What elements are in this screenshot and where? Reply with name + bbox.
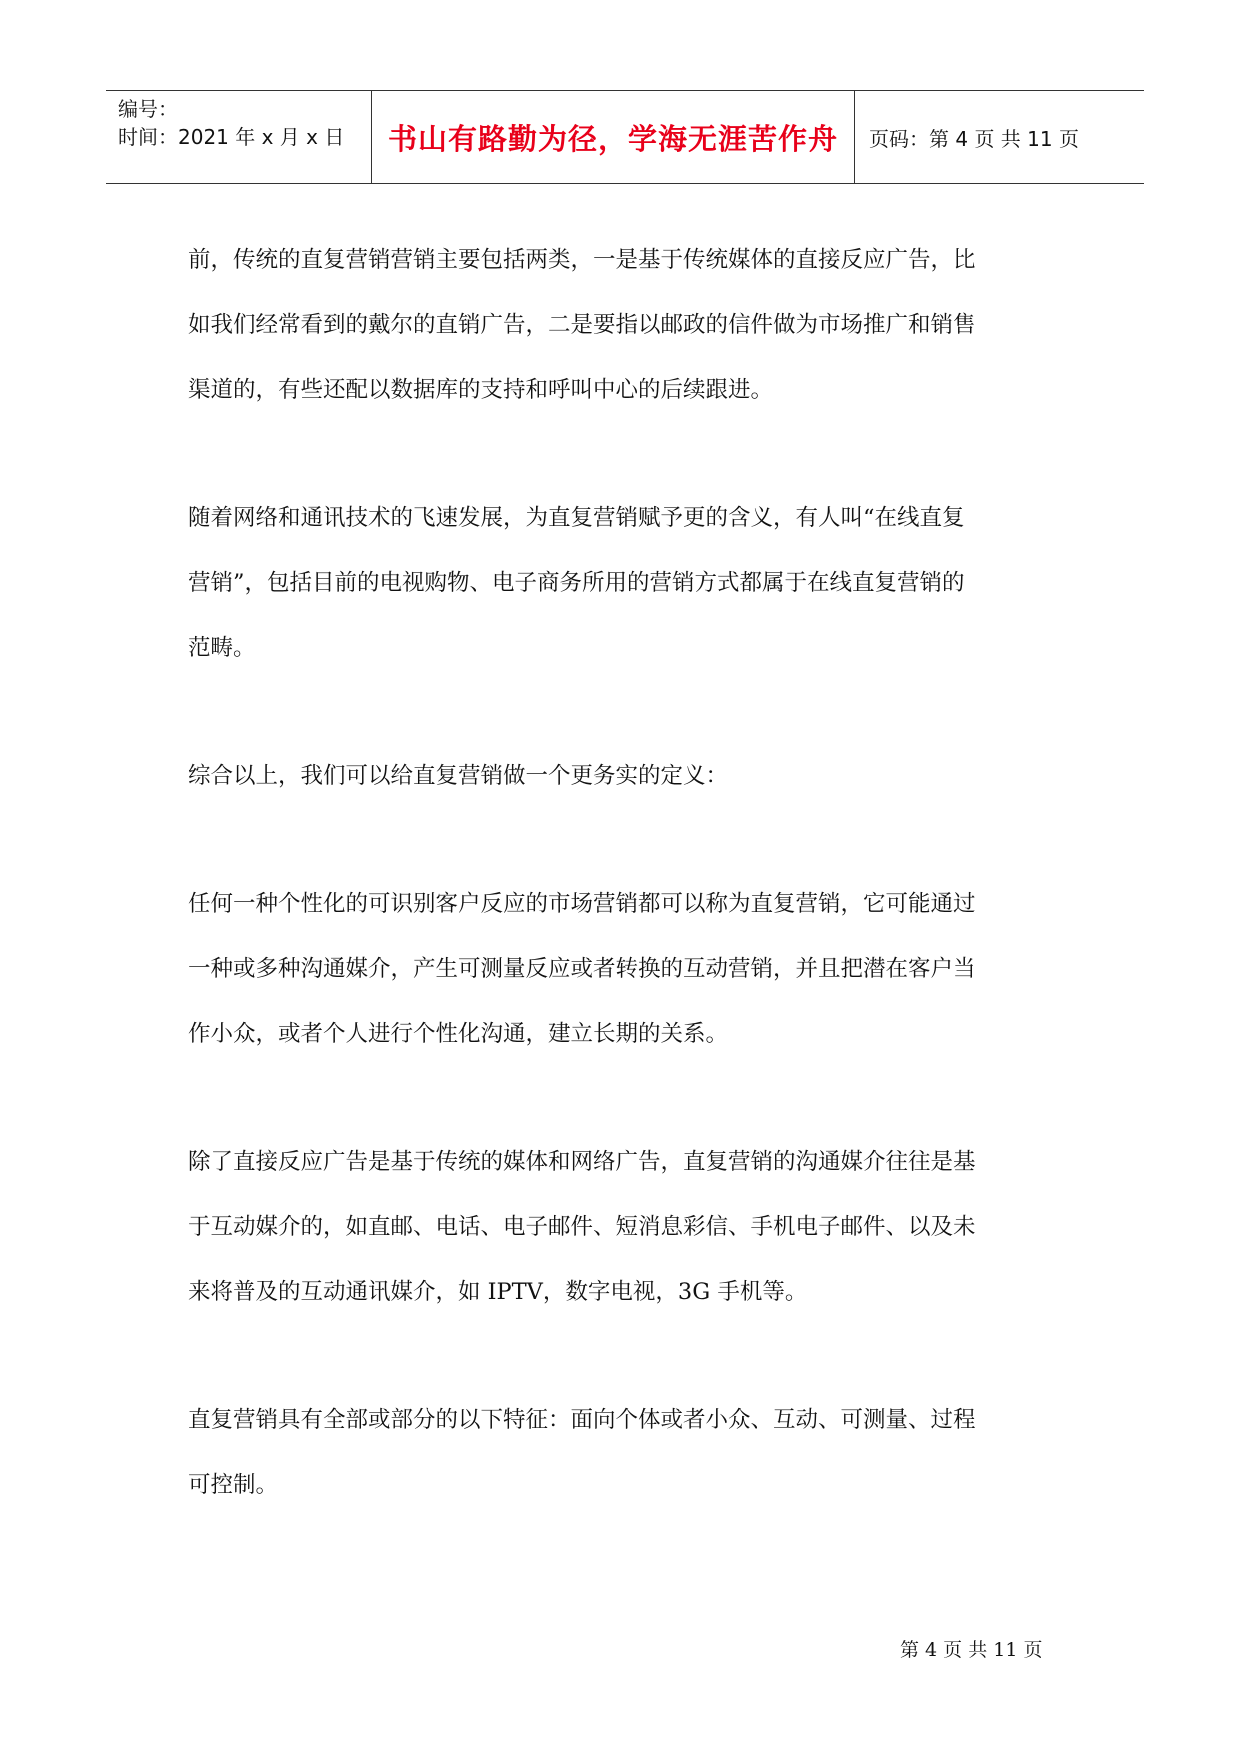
header-motto: 书山有路勤为径，学海无涯苦作舟	[387, 121, 838, 156]
document-body	[188, 228, 1068, 1581]
paragraph-4	[188, 872, 1068, 1067]
text-line: 前，传统的直复营销营销主要包括两类，一是基于传统媒体的直接反应广告，比	[188, 247, 976, 273]
text-line: 于互动媒介的，如直邮、电话、电子邮件、短消息彩信、手机电子邮件、以及未	[188, 1214, 976, 1240]
text-line: 一种或多种沟通媒介，产生可测量反应或者转换的互动营销，并且把潜在客户当	[188, 956, 976, 982]
text-line: 可控制。	[188, 1472, 279, 1498]
document-number-label: 编号：	[118, 97, 178, 121]
text-line: 随着网络和通讯技术的飞速发展，为直复营销赋予更的含义，有人叫“在线直复	[188, 505, 965, 531]
document-time-label: 时间：2021 年 x 月 x 日	[118, 125, 345, 149]
paragraph-3	[188, 744, 1068, 809]
text-line: 任何一种个性化的可识别客户反应的市场营销都可以称为直复营销，它可能通过	[188, 891, 976, 917]
text-line: 营销”，包括目前的电视购物、电子商务所用的营销方式都属于在线直复营销的	[188, 570, 965, 596]
text-line: 如我们经常看到的戴尔的直销广告，二是要指以邮政的信件做为市场推广和销售	[188, 312, 976, 338]
paragraph-5	[188, 1130, 1068, 1325]
text-line: 综合以上，我们可以给直复营销做一个更务实的定义：	[188, 763, 729, 789]
page-footer: 第 4 页 共 11 页	[900, 1639, 1043, 1661]
text-line: 作小众，或者个人进行个性化沟通，建立长期的关系。	[188, 1021, 729, 1047]
paragraph-2	[188, 486, 1068, 681]
header-meta	[106, 91, 371, 183]
text-line: 渠道的，有些还配以数据库的支持和呼叫中心的后续跟进。	[188, 377, 774, 403]
text-line: 除了直接反应广告是基于传统的媒体和网络广告，直复营销的沟通媒介往往是基	[188, 1149, 976, 1175]
paragraph-6	[188, 1388, 1068, 1518]
text-line: 直复营销具有全部或部分的以下特征：面向个体或者小众、互动、可测量、过程	[188, 1407, 976, 1433]
text-line: 来将普及的互动通讯媒介，如 IPTV，数字电视，3G 手机等。	[188, 1279, 808, 1305]
text-line: 范畴。	[188, 635, 256, 661]
header-page-info: 页码：第 4 页 共 11 页	[869, 126, 1079, 151]
page-header	[106, 90, 1144, 184]
paragraph-1	[188, 228, 1068, 423]
header-motto-cell	[371, 91, 855, 183]
